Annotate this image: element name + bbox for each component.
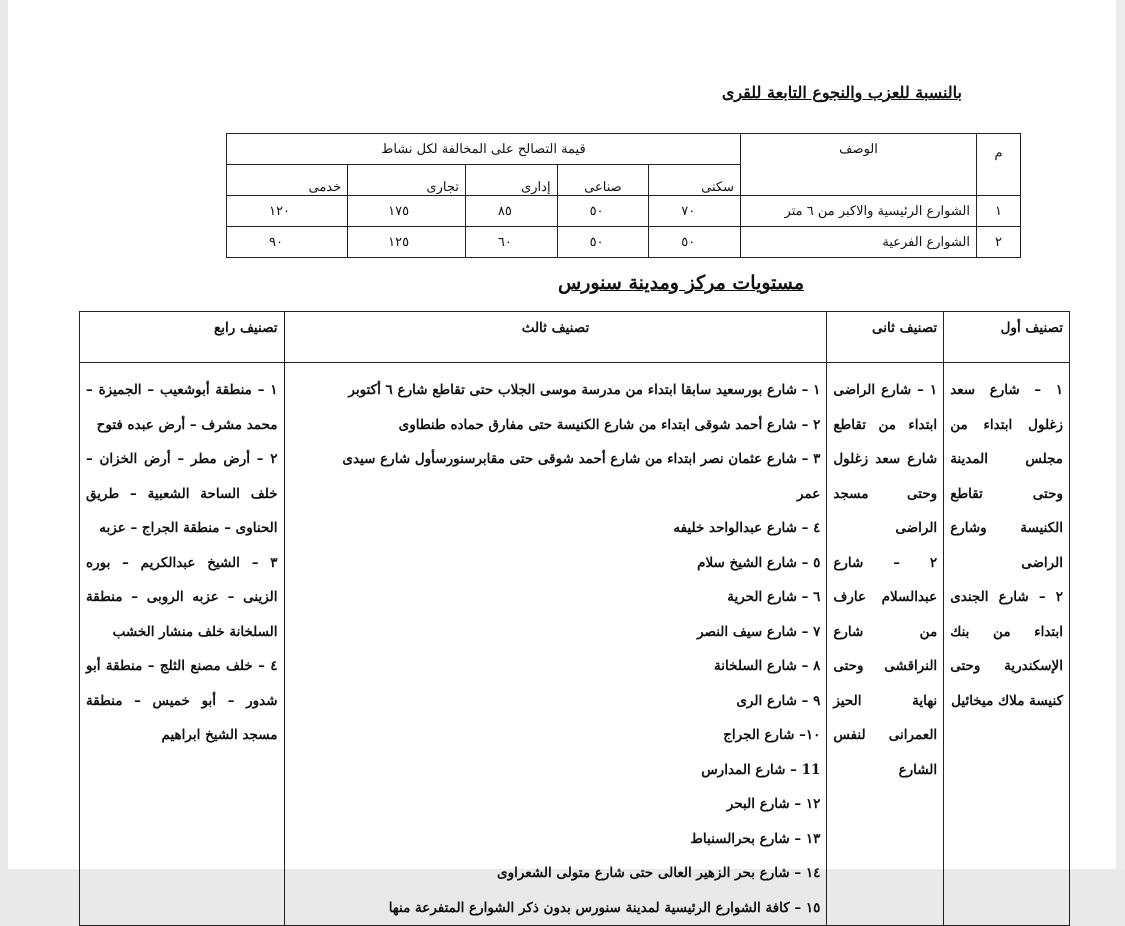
col-header-administrative: إدارى xyxy=(465,165,557,196)
header-fourth-class: تصنيف رابع xyxy=(80,312,285,363)
header-first-class: تصنيف أول xyxy=(944,312,1070,363)
list-item: ٤ – خلف مصنع الثلج – منطقة أبو شدور – أبو خميس – منطقة مسجد الشيخ ابراهيم xyxy=(86,658,278,743)
list-item: ١ – شارع الراضى ابتداء من تقاطع شارع سعد زغلول وحتى مسجد الراضى xyxy=(833,382,938,536)
value-cell: ٥٠ xyxy=(649,227,741,258)
list-item: ٢ – أرض مطر – أرض الخزان – خلف الساحة الشعبية – طريق الحناوى – منطقة الجراج – عزبه xyxy=(86,451,278,536)
value-cell: ١٢٠ xyxy=(227,196,348,227)
list-item: ١٥ – كافة الشوارع الرئيسية لمدينة سنورس بدون ذكر الشوارع المتفرعة منها xyxy=(388,899,821,916)
value-cell: ٦٠ xyxy=(465,227,557,258)
third-class-cell xyxy=(284,363,827,926)
value-cell: ٩٠ xyxy=(227,227,348,258)
col-header-desc: الوصف xyxy=(741,134,977,196)
header-third-class: تصنيف ثالث xyxy=(284,312,827,363)
reconciliation-table xyxy=(226,133,1021,258)
header-second-class: تصنيف ثانى xyxy=(827,312,944,363)
list-item: ٣ – الشيخ عبدالكريم – بوره الزينى – عزبه الروبى – منطقة السلخانة خلف منشار الخشب xyxy=(86,554,278,640)
col-header-commercial: تجارى xyxy=(348,165,466,196)
list-item: ٢ – شارع أحمد شوقى ابتداء من شارع الكنيسة حتى مفارق حماده طنطاوى xyxy=(398,416,821,433)
row-num: ٢ xyxy=(977,227,1021,258)
row-desc: الشوارع الفرعية xyxy=(741,227,977,258)
fourth-class-cell xyxy=(80,363,285,926)
list-item: ١٤ – شارع بحر الزهير العالى حتى شارع متولى الشعراوى xyxy=(497,865,821,881)
value-cell: ٨٥ xyxy=(465,196,557,227)
value-cell: ٥٠ xyxy=(557,227,649,258)
value-cell: ١٧٥ xyxy=(348,196,466,227)
value-cell: ٧٠ xyxy=(649,196,741,227)
col-header-service: خدمى xyxy=(227,165,348,196)
page-edge xyxy=(1116,0,1125,869)
row-num: ١ xyxy=(977,196,1021,227)
col-header-residential: سكنى xyxy=(649,165,741,196)
first-class-cell xyxy=(944,363,1070,926)
section-heading-levels: مستويات مركز ومدينة سنورس xyxy=(558,272,805,294)
table-row xyxy=(227,227,1021,258)
col-header-value-group: قيمة التصالح على المخالفة لكل نشاط xyxy=(227,134,741,165)
section-heading-villages: بالنسبة للعزب والنجوع التابعة للقرى xyxy=(721,83,962,102)
second-class-cell xyxy=(827,363,944,926)
col-header-num: م xyxy=(977,134,1021,196)
row-desc: الشوارع الرئيسية والاكبر من ٦ متر xyxy=(741,196,977,227)
list-item: ٨ – شارع السلخانة xyxy=(714,658,821,674)
list-item: ٧ – شارع سيف النصر xyxy=(697,623,821,640)
list-item: 11 – شارع المدارس xyxy=(701,761,821,778)
col-header-industrial: صناعى xyxy=(557,165,649,196)
list-item: ١٠– شارع الجراج xyxy=(723,727,821,743)
list-item: ٩ – شارع الرى xyxy=(736,692,821,709)
classification-table xyxy=(79,311,1070,926)
list-item: ٥ – شارع الشيخ سلام xyxy=(697,554,821,571)
list-item: ١ – شارع سعد زغلول ابتداء من مجلس المدينة وحتى تقاطع الكنيسة وشارع الراضى xyxy=(950,382,1063,571)
list-item: ١ – شارع بورسعيد سابقا ابتداء من مدرسة موسى الجلاب حتى تقاطع شارع ٦ أكتوبر xyxy=(348,382,821,398)
list-item: ٢ – شارع الجندى ابتداء من بنك الإسكندرية وحتى كنيسة ملاك ميخائيل xyxy=(950,589,1063,709)
list-item: ٦ – شارع الحرية xyxy=(727,589,821,605)
list-item-continuation: عمر xyxy=(797,485,821,502)
list-item: ١ – منطقة أبوشعيب – الجميزة – محمد مشرف – أرض عبده فتوح xyxy=(86,382,278,433)
list-item: ٣ – شارع عثمان نصر ابتداء من شارع أحمد شوقى حتى مقابرسنورسأول شارع سيدى xyxy=(342,451,821,467)
table-row xyxy=(227,196,1021,227)
list-item: ٢ – شارع عبدالسلام عارف من شارع النراقشى وحتى نهاية الحيز العمرانى لنفس الشارع xyxy=(833,554,938,778)
list-item: ١٣ – شارع بحرالسنباط xyxy=(690,830,821,847)
value-cell: ١٢٥ xyxy=(348,227,466,258)
value-cell: ٥٠ xyxy=(557,196,649,227)
list-item: ٤ – شارع عبدالواحد خليفه xyxy=(673,520,821,536)
list-item: ١٢ – شارع البحر xyxy=(726,796,821,812)
